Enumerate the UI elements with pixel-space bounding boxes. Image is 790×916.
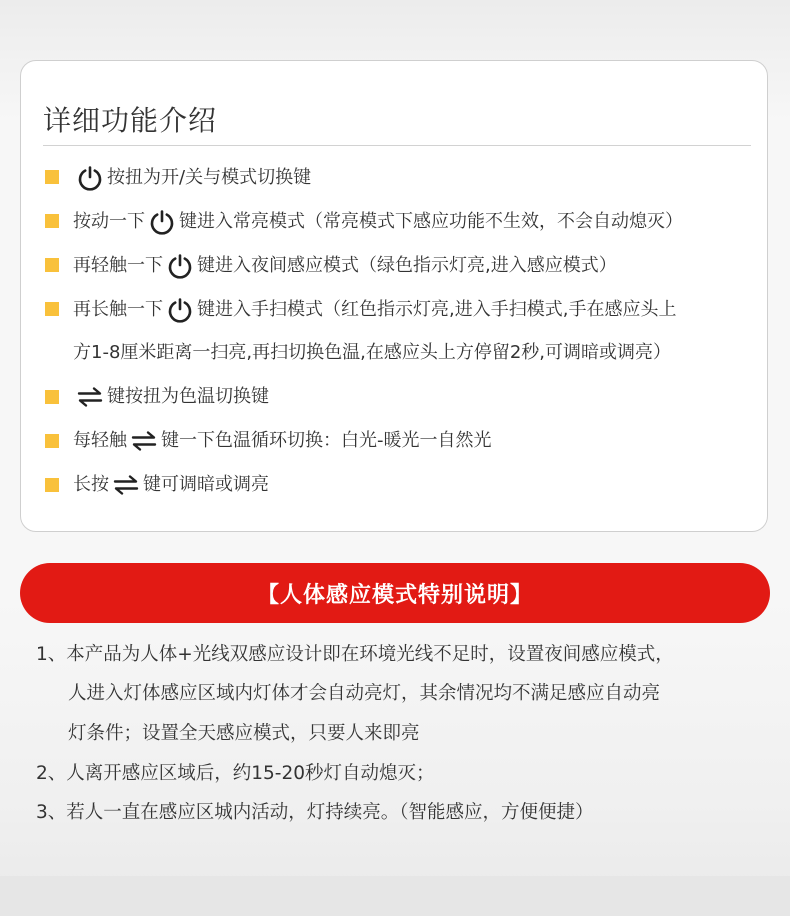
- banner-title: 【人体感应模式特别说明】: [256, 582, 533, 608]
- bottom-band: [0, 876, 790, 916]
- feature-item: [73, 473, 269, 497]
- feature-text: 键进入夜间感应模式（绿色指示灯亮,进入感应模式）: [197, 255, 617, 276]
- feature-text: 每轻触: [73, 430, 127, 451]
- feature-text: 键按扭为色温切换键: [107, 386, 269, 407]
- feature-text: 长按: [73, 474, 109, 495]
- swap-arrows-icon: [113, 473, 139, 497]
- bullet-square: [45, 478, 59, 492]
- feature-item: [73, 253, 617, 279]
- feature-text: 键进入常亮模式（常亮模式下感应功能不生效，不会自动熄灭）: [179, 211, 683, 232]
- note-3: 3、若人一直在感应区城内活动，灯持续亮。（智能感应，方便便捷）: [36, 802, 594, 823]
- bullet-square: [45, 258, 59, 272]
- power-icon: [77, 165, 103, 191]
- feature-item: [73, 297, 676, 323]
- note-1-line-3: 灯条件；设置全天感应模式，只要人来即亮: [68, 723, 420, 744]
- note-1-line-2: 人进入灯体感应区域内灯体才会自动亮灯，其余情况均不满足感应自动亮: [68, 683, 661, 704]
- special-note-banner: [20, 563, 770, 623]
- feature-item: [73, 385, 269, 409]
- power-icon: [167, 253, 193, 279]
- bullet-square: [45, 214, 59, 228]
- feature-text: 按动一下: [73, 211, 145, 232]
- feature-item: [73, 209, 683, 235]
- title-divider: [43, 145, 751, 146]
- feature-text: 键一下色温循环切换：白光-暖光一自然光: [161, 430, 492, 451]
- power-icon: [167, 297, 193, 323]
- swap-arrows-icon: [131, 429, 157, 453]
- note-1-line-1: 1、本产品为人体+光线双感应设计即在环境光线不足时，设置夜间感应模式，: [36, 644, 674, 665]
- feature-text: 再轻触一下: [73, 255, 163, 276]
- card-title: 详细功能介绍: [43, 104, 218, 137]
- bullet-square: [45, 434, 59, 448]
- bullet-square: [45, 302, 59, 316]
- power-icon: [149, 209, 175, 235]
- feature-card: [20, 60, 768, 532]
- feature-text: 键可调暗或调亮: [143, 474, 269, 495]
- bullet-square: [45, 170, 59, 184]
- feature-item: [73, 165, 311, 191]
- bullet-square: [45, 390, 59, 404]
- feature-item-continuation: 方1-8厘米距离一扫亮,再扫切换色温,在感应头上方停留2秒,可调暗或调亮）: [73, 342, 672, 363]
- feature-text: 按扭为开/关与模式切换键: [107, 167, 312, 188]
- swap-arrows-icon: [77, 385, 103, 409]
- feature-text: 键进入手扫模式（红色指示灯亮,进入手扫模式,手在感应头上: [197, 299, 677, 320]
- note-2: 2、人离开感应区域后，约15-20秒灯自动熄灭；: [36, 763, 435, 784]
- feature-text: 再长触一下: [73, 299, 163, 320]
- feature-item: [73, 429, 492, 453]
